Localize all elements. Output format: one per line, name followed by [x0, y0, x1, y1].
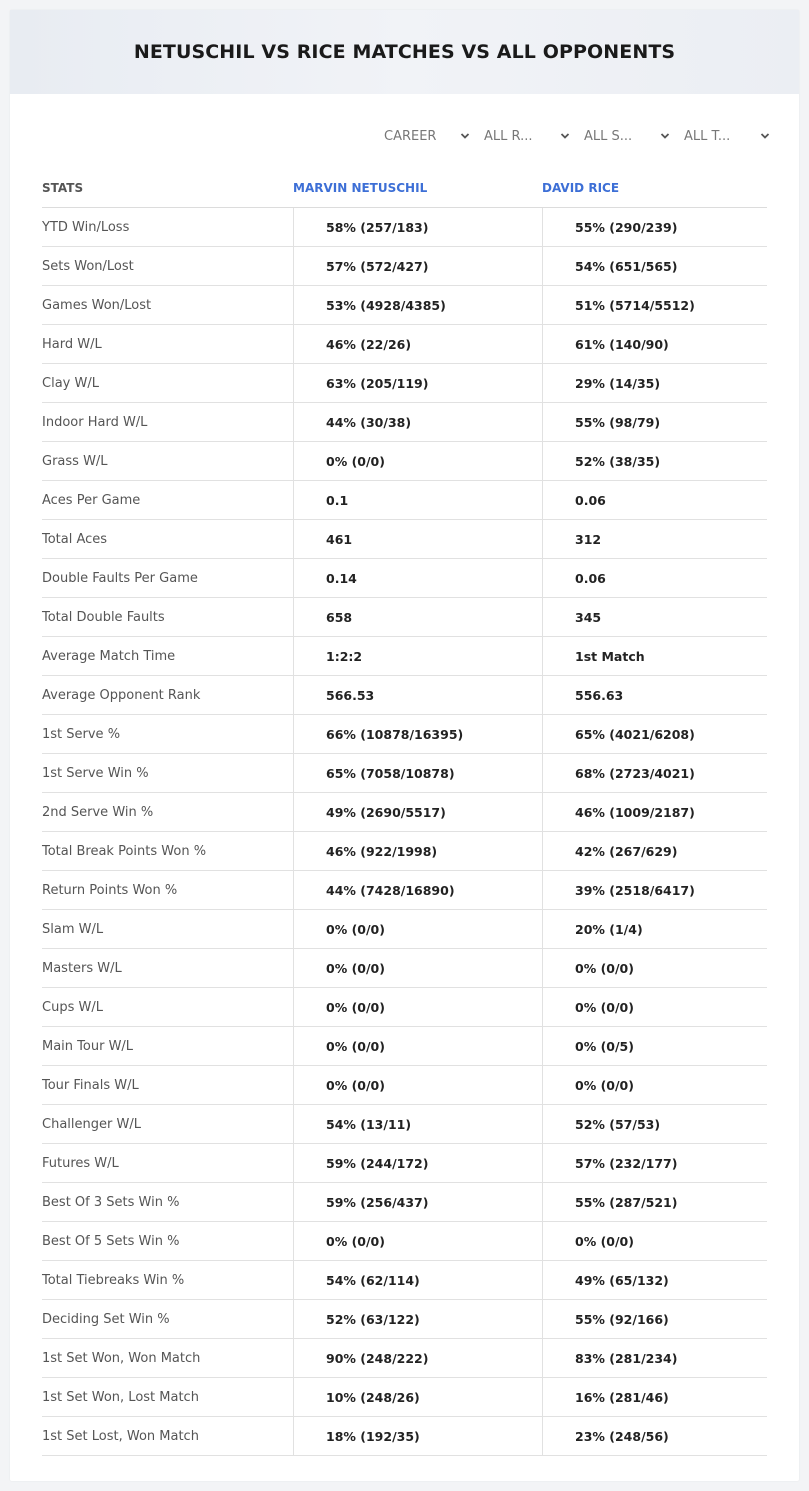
stat-label: Grass W/L	[42, 453, 108, 469]
stat-label: Total Tiebreaks Win %	[42, 1272, 185, 1288]
player2-value: 68% (2723/4021)	[542, 754, 767, 792]
stat-label: Aces Per Game	[42, 492, 141, 508]
player2-value: 0% (0/0)	[542, 949, 767, 987]
filter-period-select[interactable]	[382, 125, 482, 147]
player2-value: 55% (287/521)	[542, 1183, 767, 1221]
player2-value: 52% (57/53)	[542, 1105, 767, 1143]
player2-value: 83% (281/234)	[542, 1339, 767, 1377]
filter-surface-select[interactable]	[582, 125, 682, 147]
player2-value: 312	[542, 520, 767, 558]
table-row	[42, 1300, 767, 1339]
stat-label: Sets Won/Lost	[42, 258, 134, 274]
stat-label: 1st Set Won, Lost Match	[42, 1389, 199, 1405]
player2-value: 51% (5714/5512)	[542, 286, 767, 324]
stat-label: Futures W/L	[42, 1155, 119, 1171]
filter-label: ALL S...	[584, 128, 633, 144]
table-row	[42, 949, 767, 988]
player1-value: 46% (22/26)	[293, 325, 542, 363]
table-row	[42, 1417, 767, 1456]
table-row	[42, 1339, 767, 1378]
player1-value: 58% (257/183)	[293, 208, 542, 246]
player2-value: 57% (232/177)	[542, 1144, 767, 1182]
stat-label: Total Double Faults	[42, 609, 165, 625]
player2-value: 0% (0/0)	[542, 1066, 767, 1104]
player2-value: 345	[542, 598, 767, 636]
table-row	[42, 988, 767, 1027]
table-row	[42, 1378, 767, 1417]
chevron-down-icon	[660, 131, 670, 141]
player2-value: 0% (0/0)	[542, 1222, 767, 1260]
player1-value: 54% (13/11)	[293, 1105, 542, 1143]
player2-value: 0.06	[542, 559, 767, 597]
stat-label: Slam W/L	[42, 921, 104, 937]
column-header-stats: STATS	[42, 180, 84, 195]
player2-value: 42% (267/629)	[542, 832, 767, 870]
stat-label: Masters W/L	[42, 960, 122, 976]
player1-value: 0.1	[293, 481, 542, 519]
page-title: NETUSCHIL VS RICE MATCHES VS ALL OPPONENTS	[133, 41, 676, 63]
player1-value: 66% (10878/16395)	[293, 715, 542, 753]
stat-label: Hard W/L	[42, 336, 102, 352]
player2-value: 23% (248/56)	[542, 1417, 767, 1455]
stat-label: Challenger W/L	[42, 1116, 141, 1132]
filter-label: CAREER	[384, 128, 437, 144]
table-row	[42, 793, 767, 832]
player2-value: 0.06	[542, 481, 767, 519]
table-row	[42, 1027, 767, 1066]
player1-value: 59% (256/437)	[293, 1183, 542, 1221]
player1-value: 90% (248/222)	[293, 1339, 542, 1377]
table-row	[42, 1066, 767, 1105]
player1-value: 59% (244/172)	[293, 1144, 542, 1182]
player2-name-link[interactable]: DAVID RICE	[542, 180, 620, 195]
stat-label: Best Of 3 Sets Win %	[42, 1194, 180, 1210]
filter-label: ALL R...	[484, 128, 533, 144]
table-row	[42, 637, 767, 676]
table-body	[42, 208, 767, 1456]
player2-value: 55% (98/79)	[542, 403, 767, 441]
filter-bar	[382, 125, 782, 147]
table-row	[42, 1183, 767, 1222]
stat-label: Average Match Time	[42, 648, 176, 664]
player1-value: 0% (0/0)	[293, 1066, 542, 1104]
stat-label: Clay W/L	[42, 375, 99, 391]
player1-value: 44% (7428/16890)	[293, 871, 542, 909]
player1-value: 1:2:2	[293, 637, 542, 675]
player2-value: 0% (0/0)	[542, 988, 767, 1026]
player1-value: 0% (0/0)	[293, 910, 542, 948]
card-header	[10, 10, 799, 94]
player1-value: 566.53	[293, 676, 542, 714]
stat-label: 1st Set Lost, Won Match	[42, 1428, 199, 1444]
stat-label: 1st Serve %	[42, 726, 121, 742]
table-header	[42, 168, 767, 208]
table-row	[42, 598, 767, 637]
player1-value: 18% (192/35)	[293, 1417, 542, 1455]
player2-value: 65% (4021/6208)	[542, 715, 767, 753]
stat-label: Best Of 5 Sets Win %	[42, 1233, 180, 1249]
table-row	[42, 1144, 767, 1183]
filter-label: ALL T...	[684, 128, 731, 144]
player1-value: 461	[293, 520, 542, 558]
player1-value: 46% (922/1998)	[293, 832, 542, 870]
table-row	[42, 871, 767, 910]
table-row	[42, 1222, 767, 1261]
player2-value: 16% (281/46)	[542, 1378, 767, 1416]
player1-value: 0.14	[293, 559, 542, 597]
stat-label: Return Points Won %	[42, 882, 178, 898]
player1-value: 10% (248/26)	[293, 1378, 542, 1416]
player1-value: 49% (2690/5517)	[293, 793, 542, 831]
table-row	[42, 520, 767, 559]
table-row	[42, 325, 767, 364]
stat-label: 1st Serve Win %	[42, 765, 149, 781]
player2-value: 29% (14/35)	[542, 364, 767, 402]
table-row	[42, 364, 767, 403]
stat-label: Total Aces	[42, 531, 108, 547]
table-row	[42, 754, 767, 793]
player1-name-link[interactable]: MARVIN NETUSCHIL	[293, 180, 428, 195]
chevron-down-icon	[760, 131, 770, 141]
table-row	[42, 247, 767, 286]
stat-label: Cups W/L	[42, 999, 103, 1015]
player1-value: 44% (30/38)	[293, 403, 542, 441]
table-row	[42, 442, 767, 481]
player1-value: 53% (4928/4385)	[293, 286, 542, 324]
player1-value: 0% (0/0)	[293, 988, 542, 1026]
stat-label: Double Faults Per Game	[42, 570, 198, 586]
player1-value: 54% (62/114)	[293, 1261, 542, 1299]
table-row	[42, 832, 767, 871]
stat-label: Average Opponent Rank	[42, 687, 201, 703]
player2-value: 46% (1009/2187)	[542, 793, 767, 831]
player2-value: 49% (65/132)	[542, 1261, 767, 1299]
player1-value: 63% (205/119)	[293, 364, 542, 402]
table-row	[42, 676, 767, 715]
player2-value: 54% (651/565)	[542, 247, 767, 285]
player1-value: 0% (0/0)	[293, 1027, 542, 1065]
player2-value: 1st Match	[542, 637, 767, 675]
filter-round-select[interactable]	[482, 125, 582, 147]
player2-value: 52% (38/35)	[542, 442, 767, 480]
player1-value: 52% (63/122)	[293, 1300, 542, 1338]
stat-label: Games Won/Lost	[42, 297, 152, 313]
stat-label: 2nd Serve Win %	[42, 804, 154, 820]
table-row	[42, 910, 767, 949]
stat-label: Tour Finals W/L	[42, 1077, 139, 1093]
player1-value: 65% (7058/10878)	[293, 754, 542, 792]
chevron-down-icon	[460, 131, 470, 141]
stat-label: Main Tour W/L	[42, 1038, 134, 1054]
player2-value: 61% (140/90)	[542, 325, 767, 363]
player2-value: 556.63	[542, 676, 767, 714]
player2-value: 20% (1/4)	[542, 910, 767, 948]
player2-value: 55% (290/239)	[542, 208, 767, 246]
stat-label: YTD Win/Loss	[42, 219, 130, 235]
filter-tournament-select[interactable]	[682, 125, 782, 147]
table-row	[42, 208, 767, 247]
table-row	[42, 1105, 767, 1144]
stats-card	[10, 10, 799, 1481]
player2-value: 39% (2518/6417)	[542, 871, 767, 909]
player1-value: 57% (572/427)	[293, 247, 542, 285]
table-row	[42, 1261, 767, 1300]
stat-label: Deciding Set Win %	[42, 1311, 170, 1327]
stat-label: Indoor Hard W/L	[42, 414, 148, 430]
table-row	[42, 559, 767, 598]
player2-value: 55% (92/166)	[542, 1300, 767, 1338]
table-row	[42, 286, 767, 325]
chevron-down-icon	[560, 131, 570, 141]
table-row	[42, 403, 767, 442]
player2-value: 0% (0/5)	[542, 1027, 767, 1065]
stat-label: 1st Set Won, Won Match	[42, 1350, 201, 1366]
player1-value: 0% (0/0)	[293, 1222, 542, 1260]
player1-value: 658	[293, 598, 542, 636]
player1-value: 0% (0/0)	[293, 949, 542, 987]
stats-table	[42, 168, 767, 1456]
table-row	[42, 715, 767, 754]
stat-label: Total Break Points Won %	[42, 843, 207, 859]
table-row	[42, 481, 767, 520]
player1-value: 0% (0/0)	[293, 442, 542, 480]
